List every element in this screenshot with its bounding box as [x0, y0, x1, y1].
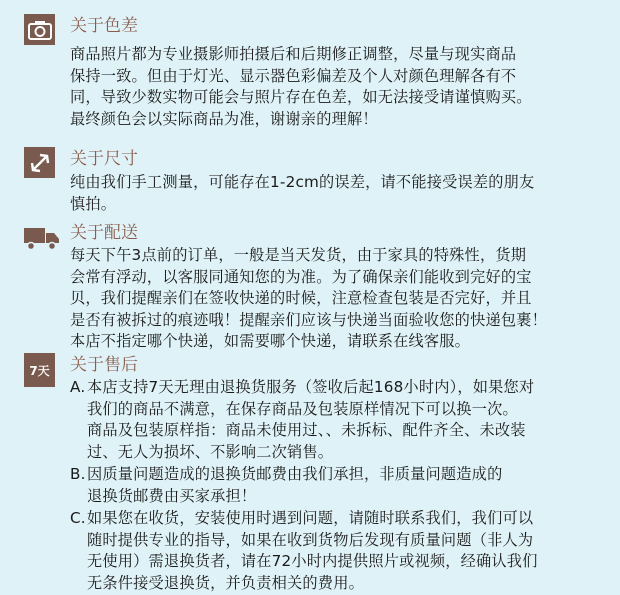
list-item — [70, 464, 615, 507]
section-title: 关于色差 — [70, 16, 138, 36]
section-title: 关于尺寸 — [70, 149, 138, 169]
item-marker: C. — [70, 509, 86, 527]
measure-arrow-icon — [24, 147, 55, 178]
seven-day-icon-text: 7天 — [29, 363, 50, 378]
item-text: 因质量问题造成的退换货邮费由我们承担，非质量问题造成的 退换货邮费由买家承担！ — [87, 465, 503, 505]
seven-day-icon — [24, 353, 55, 387]
section-body: 纯由我们手工测量，可能存在1-2cm的误差，请不能接受误差的朋友 慎拍。 — [70, 173, 535, 213]
item-text: 本店支持7天无理由退换货服务（签收后起168小时内），如果您对 我们的商品不满意，在保存商品及包装原样情况下可以换一次。 商品及包装原样指：商品未使用过、、未拆标、配件齐全、未改装 过、无人为损坏、不影响二次销售。 — [87, 378, 535, 461]
section-title: 关于售后 — [70, 355, 138, 375]
section-title: 关于配送 — [70, 223, 138, 243]
section-body: 每天下午3点前的订单，一般是当天发货，由于家具的特殊性，货期 会常有浮动，以客服同通知您的为准。为了确保亲们能收到完好的宝 贝，我们提醒亲们在签收快递的时候，注意检查包装是否完好，并且 是否有被拆过的痕迹哦！提醒亲们应该与快递当面验收您的快递包裹！ 本店不指定哪个快递，如需要哪个快递，请联系在线客服。 — [70, 246, 548, 350]
after-sales-list — [70, 377, 615, 595]
list-item — [70, 508, 615, 594]
section-body: 商品照片都为专业摄影师拍摄后和后期修正调整，尽量与现实商品 保持一致。但由于灯光、显示器色彩偏差及个人对颜色理解各有不 同，导致少数实物可能会与照片存在色差，如无法接受请谨慎购买。 最终颜色会以实际商品为准，谢谢亲的理解！ — [70, 45, 532, 128]
item-marker: B. — [70, 465, 86, 483]
list-item — [70, 377, 615, 463]
camera-icon — [24, 14, 55, 45]
item-text: 如果您在收货，安装使用时遇到问题，请随时联系我们，我们可以 随时提供专业的指导，如果在收到货物后发现有质量问题（非人为 无使用）需退换货者，请在72小时内提供照片或视频，经确认我们 无条件接受退换货，并负责相关的费用。 — [87, 509, 538, 592]
delivery-truck-icon — [24, 222, 60, 253]
item-marker: A. — [70, 378, 86, 396]
